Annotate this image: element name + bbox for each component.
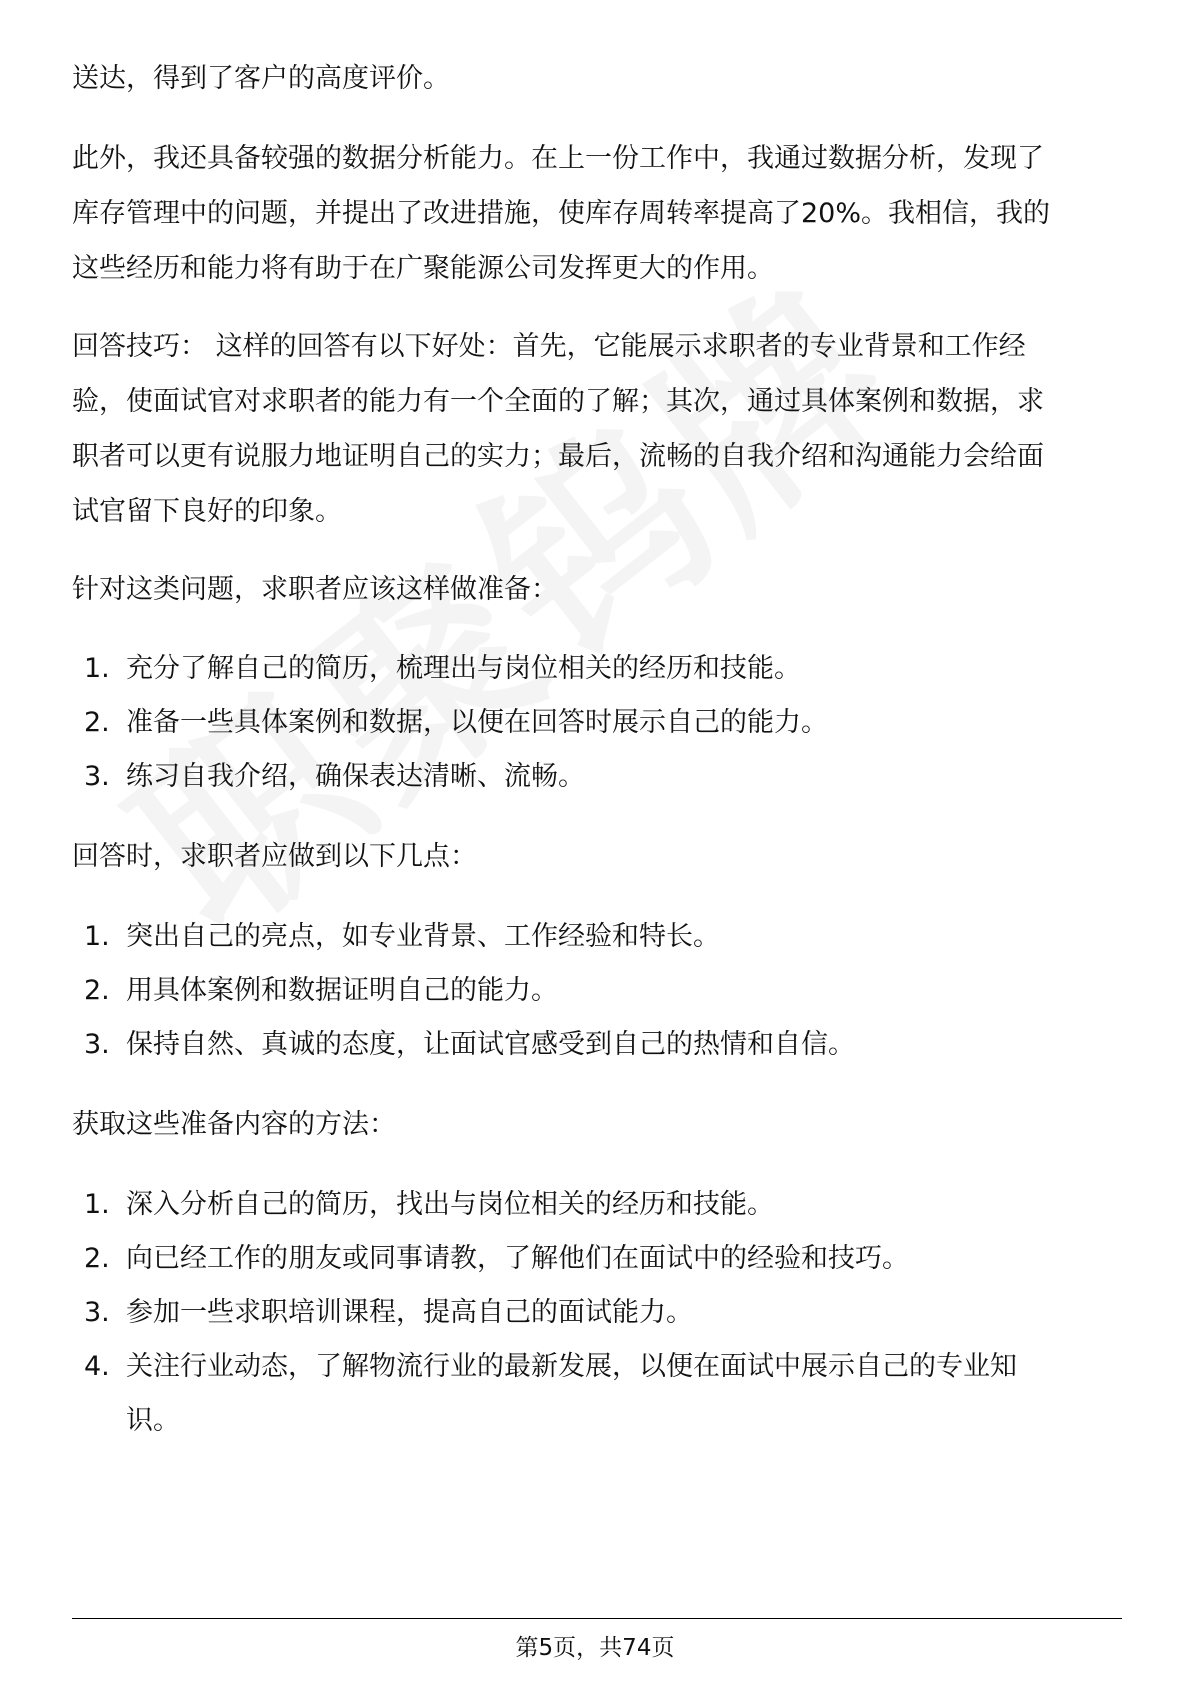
page-number: 第5页，共74页	[515, 1635, 675, 1661]
paragraph-line: 库存管理中的问题，并提出了改进措施，使库存周转率提高了20%。我相信，我的	[72, 198, 1051, 229]
paragraph-line: 验，使面试官对求职者的能力有一个全面的了解；其次，通过具体案例和数据，求	[72, 386, 1044, 417]
list-number: 1.	[84, 1189, 110, 1220]
list-number: 3.	[84, 1029, 110, 1060]
list-item-text: 关注行业动态，了解物流行业的最新发展，以便在面试中展示自己的专业知	[126, 1351, 1017, 1382]
list-item-text: 练习自我介绍，确保表达清晰、流畅。	[126, 761, 585, 792]
list-item-text: 突出自己的亮点，如专业背景、工作经验和特长。	[126, 921, 720, 952]
paragraph-line: 送达，得到了客户的高度评价。	[72, 63, 450, 94]
list-number: 1.	[84, 653, 110, 684]
list-number: 2.	[84, 1243, 110, 1274]
list-item	[84, 748, 1124, 805]
list-item-text: 深入分析自己的简历，找出与岗位相关的经历和技能。	[126, 1189, 774, 1220]
list-item	[84, 908, 1124, 965]
section-heading: 获取这些准备内容的方法：	[72, 1109, 396, 1140]
list-item-text: 保持自然、真诚的态度，让面试官感受到自己的热情和自信。	[126, 1029, 855, 1060]
paragraph-line: 回答技巧： 这样的回答有以下好处：首先，它能展示求职者的专业背景和工作经	[72, 331, 1026, 362]
list-item-text: 充分了解自己的简历，梳理出与岗位相关的经历和技能。	[126, 653, 801, 684]
list-item-text: 识。	[126, 1405, 180, 1436]
list-number: 3.	[84, 761, 110, 792]
list-item	[84, 1338, 1124, 1395]
list-item	[84, 962, 1124, 1019]
section-heading: 回答时，求职者应做到以下几点：	[72, 841, 477, 872]
list-item-text: 用具体案例和数据证明自己的能力。	[126, 975, 558, 1006]
list-item-continuation	[84, 1392, 1124, 1449]
list-item	[84, 1230, 1124, 1287]
paragraph-line: 试官留下良好的印象。	[72, 496, 342, 527]
paragraph-line: 这些经历和能力将有助于在广聚能源公司发挥更大的作用。	[72, 253, 774, 284]
list-item	[84, 1176, 1124, 1233]
list-item	[84, 1016, 1124, 1073]
list-item-text: 向已经工作的朋友或同事请教，了解他们在面试中的经验和技巧。	[126, 1243, 909, 1274]
list-number: 3.	[84, 1297, 110, 1328]
section-heading: 针对这类问题，求职者应该这样做准备：	[72, 574, 558, 605]
list-item	[84, 1284, 1124, 1341]
list-item-text: 准备一些具体案例和数据，以便在回答时展示自己的能力。	[126, 707, 828, 738]
list-item	[84, 640, 1124, 697]
paragraph-line: 此外，我还具备较强的数据分析能力。在上一份工作中，我通过数据分析，发现了	[72, 143, 1044, 174]
list-number: 4.	[84, 1351, 110, 1382]
list-number: 1.	[84, 921, 110, 952]
footer-divider	[72, 1618, 1122, 1619]
list-item-text: 参加一些求职培训课程，提高自己的面试能力。	[126, 1297, 693, 1328]
list-item	[84, 694, 1124, 751]
paragraph-line: 职者可以更有说服力地证明自己的实力；最后，流畅的自我介绍和沟通能力会给面	[72, 441, 1044, 472]
list-number: 2.	[84, 707, 110, 738]
list-number: 2.	[84, 975, 110, 1006]
